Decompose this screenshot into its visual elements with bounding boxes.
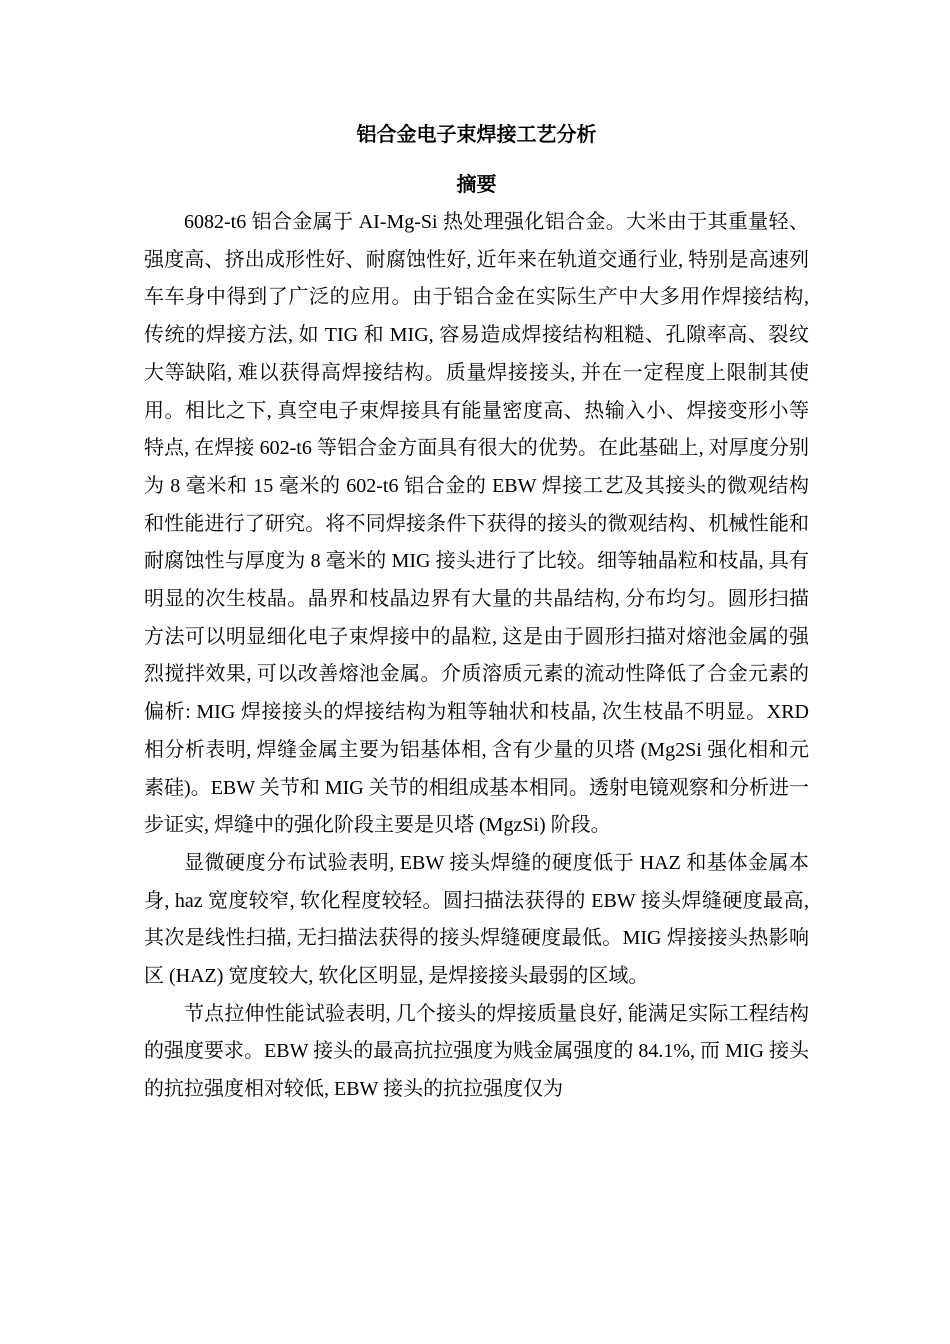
abstract-paragraph-1: 6082-t6 铝合金属于 AI-Mg-Si 热处理强化铝合金。大米由于其重量轻、强度高、挤出成形性好、耐腐蚀性好, 近年来在轨道交通行业, 特别是高速列车车身中得到了广泛的应用。由于铝合金在实际生产中大多用作焊接结构, 传统的焊接方法, 如 TIG 和 MIG, 容易造成焊接结构粗糙、孔隙率高、裂纹大等缺陷, 难以获得高焊接结构。质量焊接接头, 并在一定程度上限制其使用。相比之下, 真空电子束焊接具有能量密度高、热输入小、焊接变形小等特点, 在焊接 602-t6 等铝合金方面具有很大的优势。在此基础上, 对厚度分别为 8 毫米和 15 毫米的 602-t6 铝合金的 EBW 焊接工艺及其接头的微观结构和性能进行了研究。将不同焊接条件下获得的接头的微观结构、机械性能和耐腐蚀性与厚度为 8 毫米的 MIG 接头进行了比较。细等轴晶粒和枝晶, 具有明显的次生枝晶。晶界和枝晶边界有大量的共晶结构, 分布均匀。圆形扫描方法可以明显细化电子束焊接中的晶粒, 这是由于圆形扫描对熔池金属的强烈搅拌效果, 可以改善熔池金属。介质溶质元素的流动性降低了合金元素的偏析: MIG 焊接接头的焊接结构为粗等轴状和枝晶, 次生枝晶不明显。XRD 相分析表明, 焊缝金属主要为铝基体相, 含有少量的贝塔 (Mg2Si 强化相和元素硅)。EBW 关节和 MIG 关节的相组成基本相同。透射电镜观察和分析进一步证实, 焊缝中的强化阶段主要是贝塔 (MgzSi) 阶段。 bbox=[144, 211, 809, 837]
document-title: 铝合金电子束焊接工艺分析 bbox=[356, 124, 597, 146]
abstract-heading: 摘要 bbox=[456, 174, 497, 196]
abstract-paragraph-3: 节点拉伸性能试验表明, 几个接头的焊接质量良好, 能满足实际工程结构的强度要求。EBW 接头的最高抗拉强度为贱金属强度的 84.1%, 而 MIG 接头的抗拉强度相对较低, EBW 接头的抗拉强度仅为 bbox=[144, 1002, 809, 1101]
abstract-paragraph-2: 显微硬度分布试验表明, EBW 接头焊缝的硬度低于 HAZ 和基体金属本身, haz 宽度较窄, 软化程度较轻。圆扫描法获得的 EBW 接头焊缝硬度最高, 其次是线性扫描, 无扫描法获得的接头焊缝硬度最低。MIG 焊接接头热影响区 (HAZ) 宽度较大, 软化区明显, 是焊接接头最弱的区域。 bbox=[144, 851, 809, 988]
document-page bbox=[144, 120, 809, 1109]
